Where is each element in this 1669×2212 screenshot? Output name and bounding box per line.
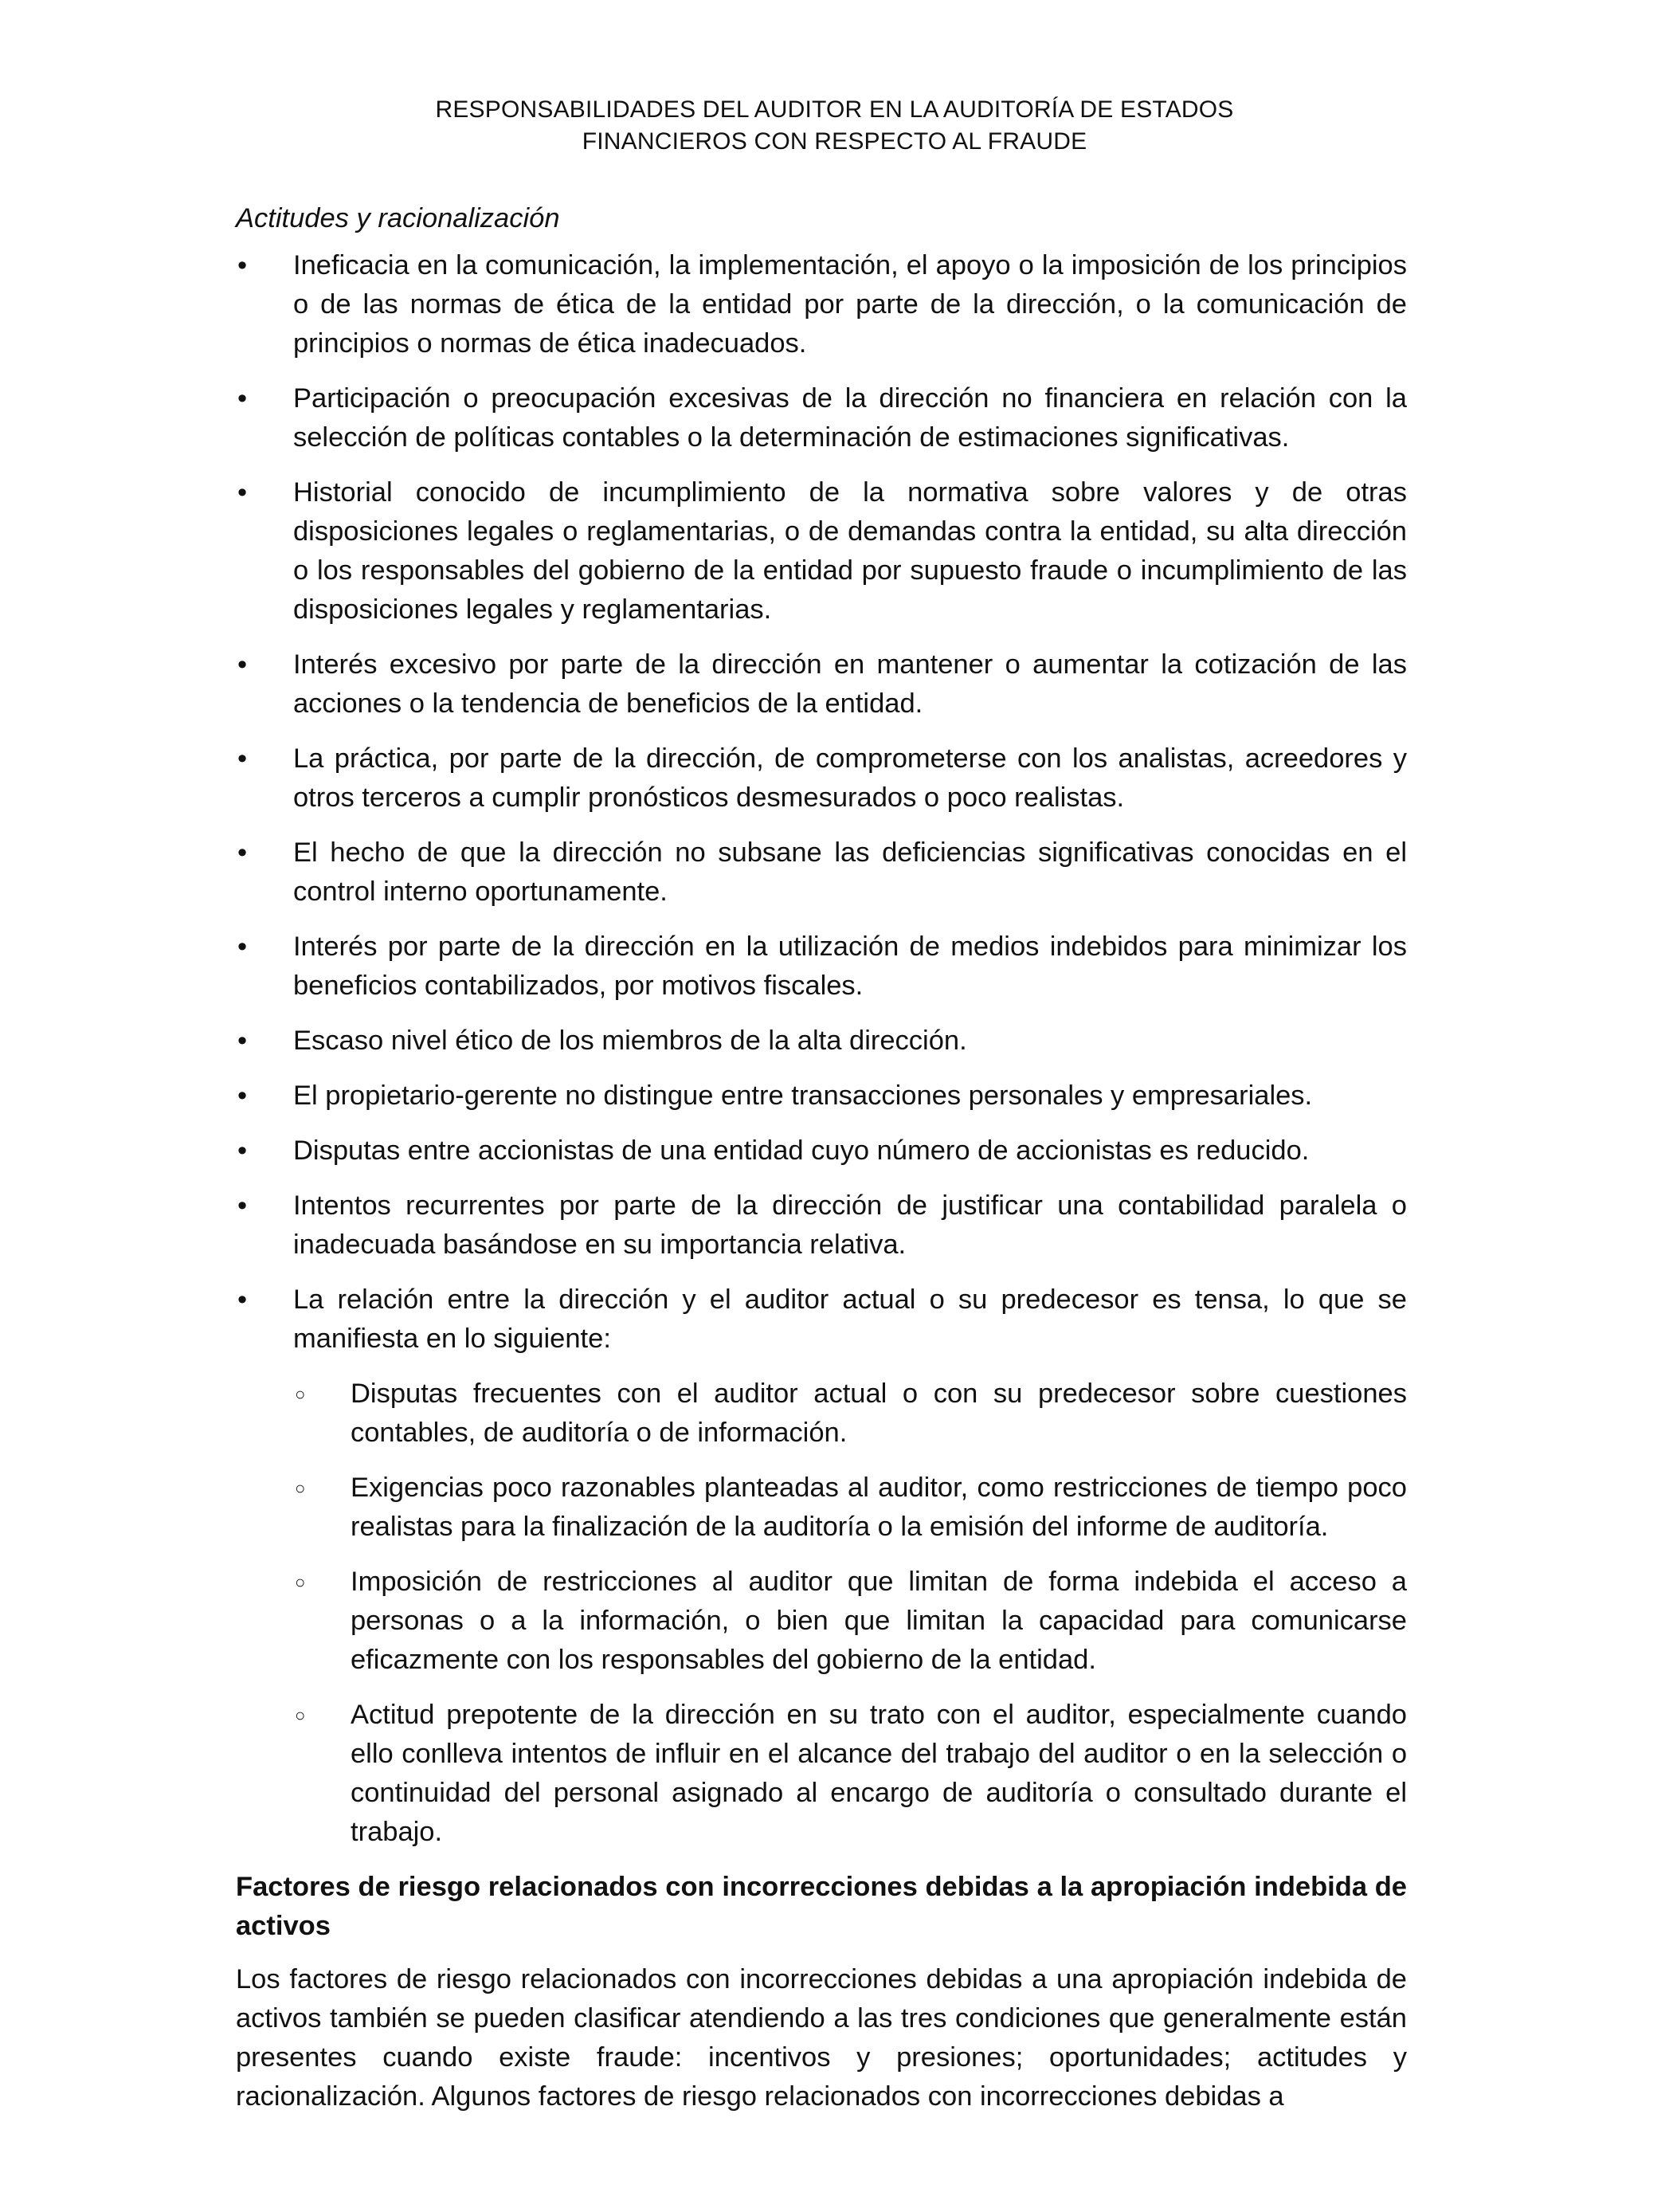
list-item [236, 1281, 1407, 1852]
circle-bullet-icon: ○ [295, 1705, 306, 1725]
list-item-text: Historial conocido de incumplimiento de la normativa sobre valores y de otras disposiciones legales o reglamentarias, o de demandas contra la entidad, su alta dirección o los responsables del gobierno de la entidad por supuesto fraude o incumplimiento de las disposiciones legales y reglamentarias. [293, 477, 1407, 625]
section-heading: Factores de riesgo relacionados con incorrecciones debidas a la apropiación indebida de activos [236, 1872, 1407, 1941]
document-body [236, 199, 1407, 2116]
list-item-text: Ineficacia en la comunicación, la implementación, el apoyo o la imposición de los principios o de las normas de ética de la entidad por parte de la dirección, o la comunicación de principios o normas de ética inadecuados. [293, 250, 1407, 359]
sub-list-item [293, 1469, 1407, 1547]
list-item [236, 1022, 1407, 1061]
bullet-icon: • [237, 1190, 248, 1221]
list-item [236, 1131, 1407, 1171]
list-item [236, 1186, 1407, 1265]
list-item-text: La relación entre la dirección y el auditor actual o su predecesor es tensa, lo que se manifiesta en lo siguiente: [293, 1284, 1407, 1354]
list-item-text: La práctica, por parte de la dirección, de comprometerse con los analistas, acreedores y otros terceros a cumplir pronósticos desmesurados o poco realistas. [293, 743, 1407, 813]
bullet-icon: • [237, 1284, 248, 1315]
list-item-text: Participación o preocupación excesivas de la dirección no financiera en relación con la selección de políticas contables o la determinación de estimaciones significativas. [293, 383, 1407, 453]
header-line-1: RESPONSABILIDADES DEL AUDITOR EN LA AUDITORÍA DE ESTADOS [435, 96, 1234, 123]
list-item-text: El propietario-gerente no distingue entre transacciones personales y empresariales. [293, 1081, 1313, 1111]
bullet-icon: • [237, 383, 248, 414]
list-item [236, 379, 1407, 457]
list-item-text: Intentos recurrentes por parte de la dirección de justificar una contabilidad paralela o inadecuada basándose en su importancia relativa. [293, 1190, 1407, 1260]
list-item-text: Interés excesivo por parte de la dirección en mantener o aumentar la cotización de las acciones o la tendencia de beneficios de la entidad. [293, 649, 1407, 719]
bullet-icon: • [237, 743, 248, 774]
sub-list-item-text: Imposición de restricciones al auditor que limitan de forma indebida el acceso a personas o a la información, o bien que limitan la capacidad para comunicarse eficazmente con los responsables del gobierno de la entidad. [351, 1567, 1407, 1675]
list-item-text: Escaso nivel ético de los miembros de la alta dirección. [293, 1026, 967, 1056]
list-item [236, 739, 1407, 818]
sub-list-item [293, 1375, 1407, 1453]
sub-list-item-text: Exigencias poco razonables planteadas al auditor, como restricciones de tiempo poco realistas para la finalización de la auditoría o la emisión del informe de auditoría. [351, 1473, 1407, 1542]
header-line-2: FINANCIEROS CON RESPECTO AL FRAUDE [582, 128, 1087, 155]
bullet-icon: • [237, 1135, 248, 1166]
list-item-text: Interés por parte de la dirección en la utilización de medios indebidos para minimizar los beneficios contabilizados, por motivos fiscales. [293, 931, 1407, 1001]
sub-list-item [293, 1563, 1407, 1680]
bullet-icon: • [237, 1081, 248, 1111]
bullet-icon: • [237, 931, 248, 962]
page-header [0, 94, 1669, 158]
sub-list-item-text: Actitud prepotente de la dirección en su trato con el auditor, especialmente cuando ello conlleva intentos de influir en el alcance del trabajo del auditor o en la selección o continuidad del personal asignado al encargo de auditoría o consultado durante el trabajo. [351, 1700, 1407, 1847]
circle-bullet-icon: ○ [295, 1572, 306, 1592]
list-item [236, 473, 1407, 629]
section-title: Actitudes y racionalización [236, 203, 560, 233]
circle-bullet-icon: ○ [295, 1384, 306, 1404]
body-paragraph: Los factores de riesgo relacionados con incorrecciones debidas a una apropiación indebida de activos también se pueden clasificar atendiendo a las tres condiciones que generalmente están presentes cuando existe fraude: incentivos y presiones; oportunidades; actitudes y racionalización. Algunos factores de riesgo relacionados con incorrecciones debidas a [236, 1964, 1407, 2112]
list-item [236, 928, 1407, 1006]
bullet-icon: • [237, 1026, 248, 1056]
list-item [236, 833, 1407, 912]
circle-bullet-icon: ○ [295, 1478, 306, 1498]
sub-list-item-text: Disputas frecuentes con el auditor actual o con su predecesor sobre cuestiones contables, de auditoría o de información. [351, 1379, 1407, 1448]
bullet-list [236, 246, 1407, 1852]
list-item-text: El hecho de que la dirección no subsane las deficiencias significativas conocidas en el control interno oportunamente. [293, 837, 1407, 907]
sub-bullet-list [293, 1375, 1407, 1852]
sub-list-item [293, 1696, 1407, 1852]
list-item [236, 1077, 1407, 1116]
list-item [236, 645, 1407, 724]
bullet-icon: • [237, 649, 248, 680]
list-item [236, 246, 1407, 363]
bullet-icon: • [237, 250, 248, 280]
bullet-icon: • [237, 837, 248, 868]
list-item-text: Disputas entre accionistas de una entidad cuyo número de accionistas es reducido. [293, 1135, 1310, 1166]
bullet-icon: • [237, 477, 248, 508]
